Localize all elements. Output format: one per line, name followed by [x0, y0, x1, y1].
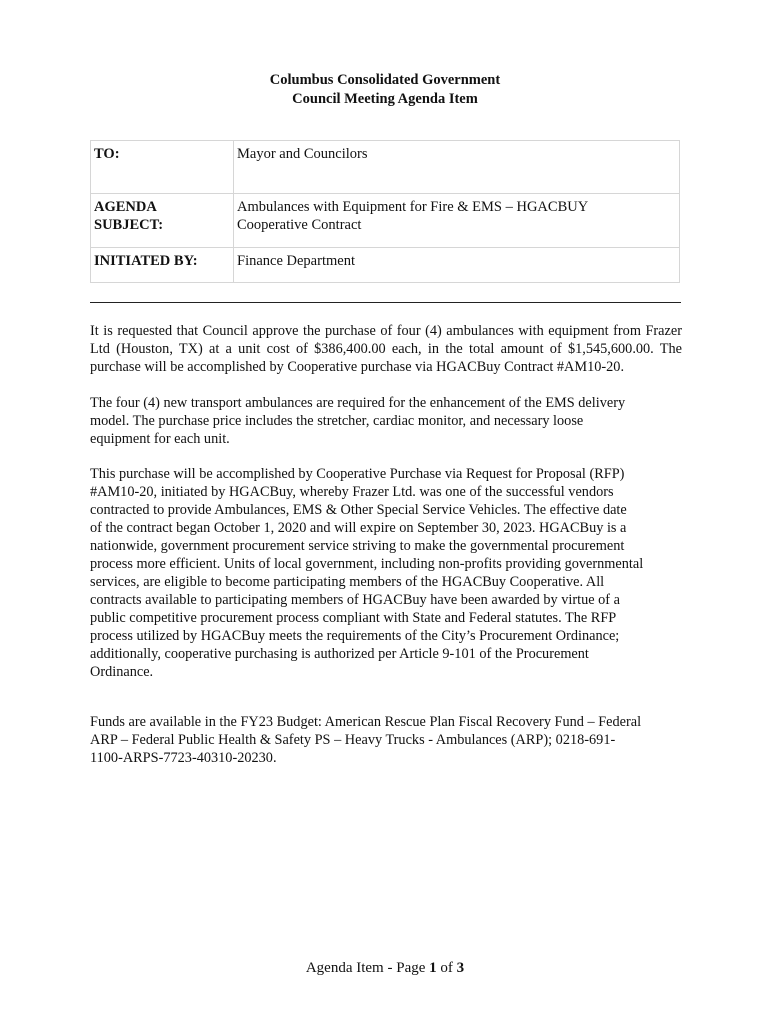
funding-paragraph	[90, 713, 682, 767]
to-value: Mayor and Councilors	[234, 141, 680, 194]
initiated-row	[91, 248, 680, 283]
paragraph-line: process utilized by HGACBuy meets the requirements of the City’s Procurement Ordinance;	[90, 628, 620, 644]
section-divider	[90, 302, 681, 303]
footer-of: of	[436, 960, 457, 976]
need-paragraph	[90, 394, 682, 448]
paragraph-line: process more efficient. Units of local government, including non-profits providing governmental	[90, 556, 644, 572]
doc-title: Council Meeting Agenda Item	[292, 91, 478, 107]
paragraph-line: The four (4) new transport ambulances are required for the enhancement of the EMS delivery	[90, 395, 626, 411]
to-row	[91, 141, 680, 194]
current-page-number: 1	[429, 960, 437, 976]
subject-value-line1: Ambulances with Equipment for Fire & EMS – HGACBUY	[237, 199, 589, 215]
paragraph-line: 1100-ARPS-7723-40310-20230.	[90, 750, 277, 766]
paragraph-line: #AM10-20, initiated by HGACBuy, whereby Frazer Ltd. was one of the successful vendors	[90, 484, 614, 500]
subject-label-line1: AGENDA	[94, 199, 157, 215]
cooperative-paragraph	[90, 465, 682, 681]
paragraph-line: nationwide, government procurement service striving to make the governmental procurement	[90, 538, 625, 554]
document-header	[0, 71, 770, 109]
footer-prefix: Agenda Item - Page	[305, 960, 430, 976]
page-footer	[0, 960, 770, 977]
subject-label	[91, 194, 234, 248]
paragraph-line: equipment for each unit.	[90, 431, 230, 447]
initiated-label: INITIATED BY:	[91, 248, 234, 283]
paragraph-line: contracts available to participating members of HGACBuy have been awarded by virtue of a	[90, 592, 620, 608]
paragraph-line: ARP – Federal Public Health & Safety PS – Heavy Trucks - Ambulances (ARP); 0218-691-	[90, 732, 616, 748]
paragraph-line: public competitive procurement process compliant with State and Federal statutes. The RFP	[90, 610, 617, 626]
paragraph-line: Ordinance.	[90, 664, 154, 680]
agenda-meta-table	[90, 140, 680, 283]
paragraph-line: additionally, cooperative purchasing is authorized per Article 9-101 of the Procurement	[90, 646, 589, 662]
initiated-value: Finance Department	[234, 248, 680, 283]
total-page-count: 3	[456, 960, 465, 976]
org-title: Columbus Consolidated Government	[269, 72, 501, 88]
to-label: TO:	[91, 141, 234, 194]
request-paragraph: It is requested that Council approve the purchase of four (4) ambulances with equipment from Frazer Ltd (Houston, TX) at a unit cost of $386,400.00 each, in the total amount of $1,545,600.00. The purchase will be accomplished by Cooperative purchase via HGACBuy Contract #AM10-20.	[90, 323, 682, 375]
paragraph-line: Funds are available in the FY23 Budget: American Rescue Plan Fiscal Recovery Fund – Federal	[90, 714, 642, 730]
subject-row	[91, 194, 680, 248]
paragraph-line: This purchase will be accomplished by Cooperative Purchase via Request for Proposal (RFP)	[90, 466, 625, 482]
subject-value-line2: Cooperative Contract	[237, 217, 362, 233]
subject-label-line2: SUBJECT:	[94, 217, 164, 233]
paragraph-line: model. The purchase price includes the stretcher, cardiac monitor, and necessary loose	[90, 413, 584, 429]
paragraph-line: of the contract began October 1, 2020 and will expire on September 30, 2023. HGACBuy is a	[90, 520, 627, 536]
paragraph-line: services, are eligible to become participating members of the HGACBuy Cooperative. All	[90, 574, 605, 590]
subject-value	[234, 194, 680, 248]
paragraph-line: contracted to provide Ambulances, EMS & Other Special Service Vehicles. The effective date	[90, 502, 627, 518]
